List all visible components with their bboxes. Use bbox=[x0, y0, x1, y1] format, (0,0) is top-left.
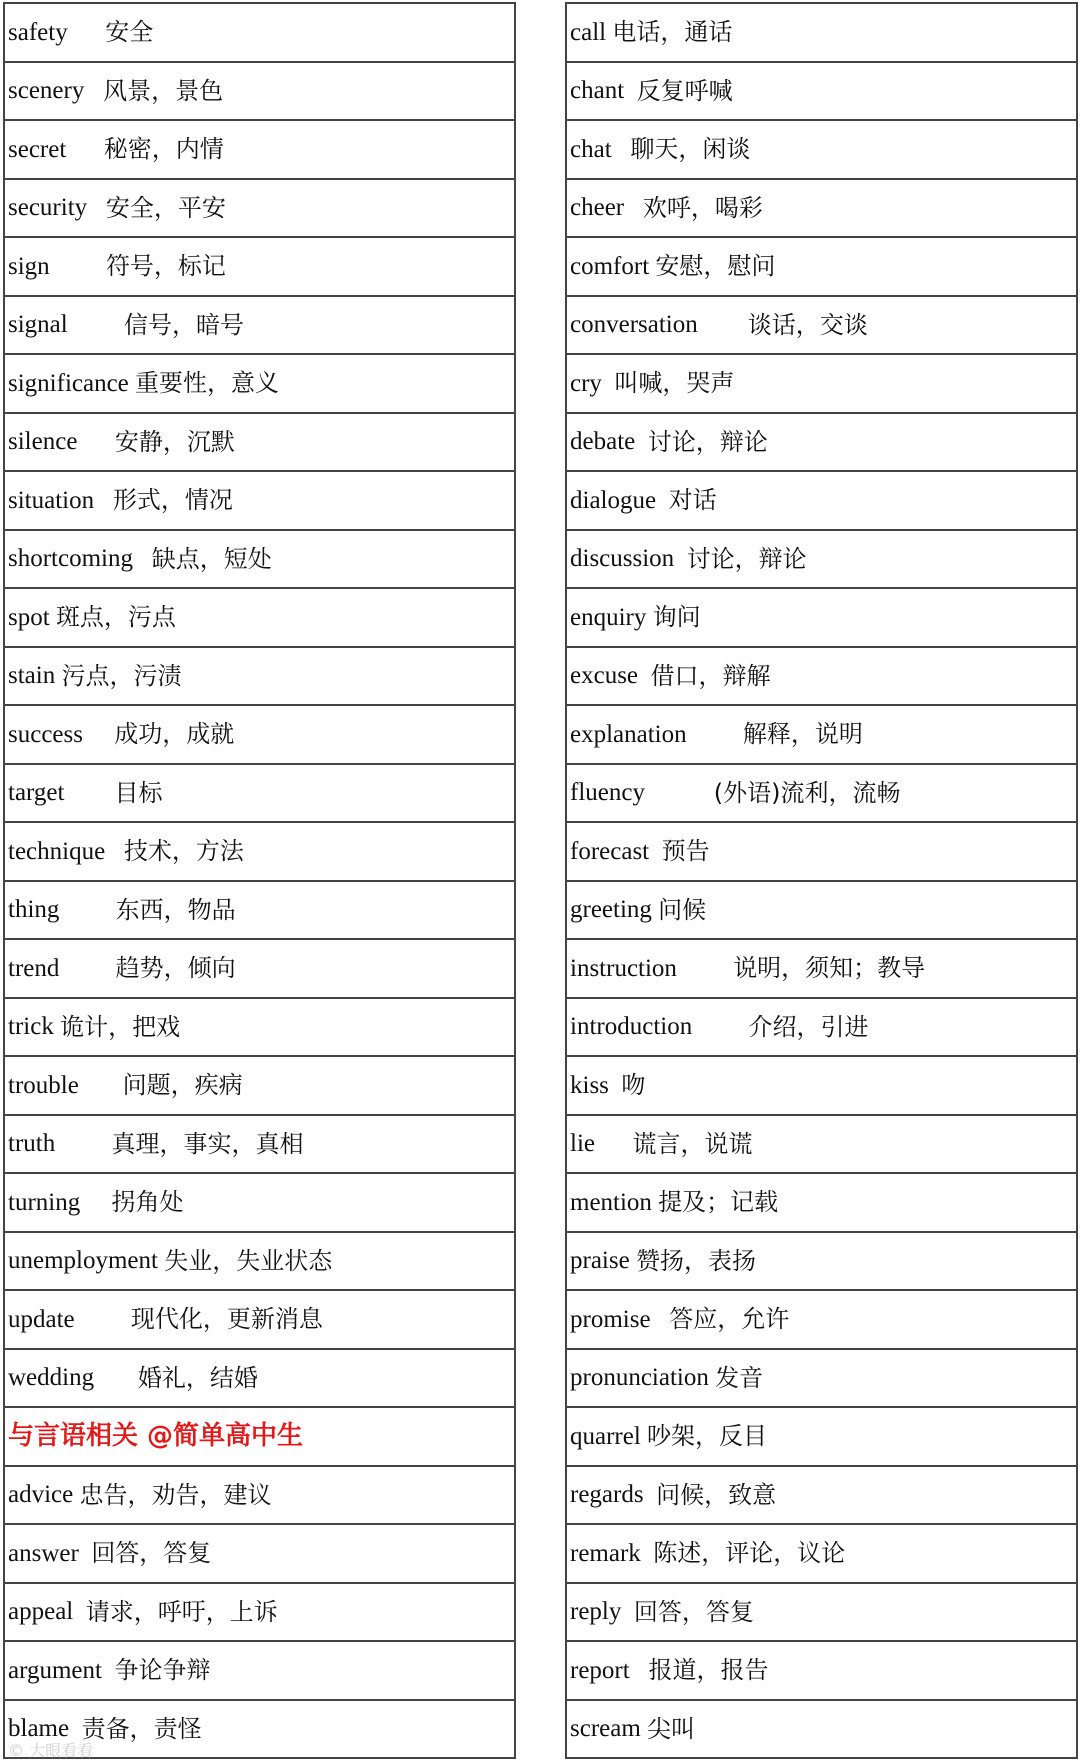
vocab-row bbox=[5, 1350, 514, 1409]
chinese-meaning: 秘密，内情 bbox=[103, 135, 224, 164]
english-word: excuse bbox=[570, 662, 639, 690]
word-gap bbox=[595, 1131, 633, 1156]
vocab-row bbox=[5, 180, 514, 239]
word-gap bbox=[630, 1658, 649, 1683]
chinese-meaning: 谎言，说谎 bbox=[632, 1129, 753, 1158]
word-gap bbox=[105, 839, 124, 864]
vocab-row bbox=[567, 940, 1076, 999]
english-word: debate bbox=[570, 428, 636, 456]
vocab-row bbox=[5, 355, 514, 414]
vocab-row bbox=[567, 1701, 1076, 1760]
english-word: blame bbox=[8, 1715, 70, 1743]
english-word: cry bbox=[570, 369, 602, 397]
chinese-meaning: 成功，成就 bbox=[114, 720, 235, 749]
word-gap bbox=[649, 839, 662, 864]
vocab-row bbox=[567, 765, 1076, 824]
english-word: dialogue bbox=[570, 486, 657, 514]
chinese-meaning: 询问 bbox=[652, 603, 701, 632]
vocab-row bbox=[5, 648, 514, 707]
word-gap bbox=[94, 488, 113, 513]
vocab-row bbox=[567, 823, 1076, 882]
right-vocab-column bbox=[565, 2, 1078, 1759]
word-gap bbox=[59, 897, 115, 922]
vocab-row bbox=[5, 882, 514, 941]
english-word: chat bbox=[570, 135, 612, 163]
vocab-row bbox=[567, 1467, 1076, 1526]
word-gap bbox=[612, 137, 631, 162]
english-word: lie bbox=[570, 1130, 595, 1158]
vocab-row bbox=[567, 882, 1076, 941]
english-word: scream bbox=[570, 1715, 641, 1743]
vocab-row bbox=[5, 531, 514, 590]
chinese-meaning: 忠告，劝告，建议 bbox=[79, 1480, 272, 1509]
vocab-row bbox=[567, 1642, 1076, 1701]
chinese-meaning: 反复呼喊 bbox=[636, 76, 733, 105]
word-gap bbox=[644, 1482, 657, 1507]
chinese-meaning: 婚礼，结婚 bbox=[137, 1363, 258, 1392]
chinese-meaning: 责备，责怪 bbox=[81, 1714, 202, 1743]
word-gap bbox=[102, 1658, 115, 1683]
english-word: technique bbox=[8, 837, 106, 865]
english-word: greeting bbox=[570, 896, 652, 924]
english-word: forecast bbox=[570, 837, 650, 865]
english-word: regards bbox=[570, 1481, 644, 1509]
vocab-row bbox=[5, 1467, 514, 1526]
chinese-meaning: 发音 bbox=[715, 1363, 764, 1392]
chinese-meaning: 讨论，辩论 bbox=[647, 427, 768, 456]
word-gap bbox=[80, 1190, 111, 1215]
word-gap bbox=[635, 429, 648, 454]
chinese-meaning: 目标 bbox=[114, 778, 163, 807]
vocab-row bbox=[567, 589, 1076, 648]
english-word: instruction bbox=[570, 954, 677, 982]
chinese-meaning: 叫喊，哭声 bbox=[614, 369, 735, 398]
vocab-row bbox=[567, 1057, 1076, 1116]
chinese-meaning: 尖叫 bbox=[647, 1714, 696, 1743]
english-word: significance bbox=[8, 369, 129, 397]
word-gap bbox=[79, 1073, 123, 1098]
word-gap bbox=[638, 663, 651, 688]
word-gap bbox=[68, 20, 106, 45]
chinese-meaning: 问候，致意 bbox=[656, 1480, 777, 1509]
english-word: trouble bbox=[8, 1071, 79, 1099]
word-gap bbox=[674, 546, 687, 571]
word-gap bbox=[84, 78, 103, 103]
chinese-meaning: 信号，暗号 bbox=[123, 310, 244, 339]
chinese-meaning: 失业，失业状态 bbox=[164, 1246, 333, 1275]
english-word: signal bbox=[8, 311, 68, 339]
chinese-meaning: 吻 bbox=[621, 1071, 646, 1100]
vocab-row bbox=[5, 940, 514, 999]
word-gap bbox=[94, 1365, 138, 1390]
vocab-row bbox=[5, 1642, 514, 1701]
vocab-row bbox=[5, 765, 514, 824]
chinese-meaning: 借口，辩解 bbox=[650, 661, 771, 690]
english-word: explanation bbox=[570, 720, 687, 748]
chinese-meaning: 安全 bbox=[105, 18, 154, 47]
vocab-row bbox=[567, 4, 1076, 63]
word-gap bbox=[68, 312, 124, 337]
chinese-meaning: 争论争辩 bbox=[114, 1656, 211, 1685]
vocab-row bbox=[567, 1408, 1076, 1467]
chinese-meaning: 东西，物品 bbox=[115, 895, 236, 924]
vocab-row bbox=[567, 1116, 1076, 1175]
vocab-row bbox=[567, 1584, 1076, 1643]
english-word: introduction bbox=[570, 1013, 693, 1041]
vocab-row bbox=[5, 4, 514, 63]
english-word: discussion bbox=[570, 545, 675, 573]
vocab-row bbox=[5, 63, 514, 122]
chinese-meaning: 形式，情况 bbox=[112, 486, 233, 515]
english-word: safety bbox=[8, 18, 68, 46]
chinese-meaning: 答应，允许 bbox=[669, 1305, 790, 1334]
english-word: truth bbox=[8, 1130, 56, 1158]
vocab-row bbox=[567, 706, 1076, 765]
vocab-row bbox=[567, 999, 1076, 1058]
vocab-row bbox=[5, 1057, 514, 1116]
chinese-meaning: 斑点，污点 bbox=[55, 603, 176, 632]
section-heading-text: 与言语相关 @简单高中生 bbox=[8, 1421, 304, 1452]
vocab-row bbox=[567, 472, 1076, 531]
word-gap bbox=[64, 780, 114, 805]
english-word: comfort bbox=[570, 252, 650, 280]
english-word: report bbox=[570, 1656, 630, 1684]
vocab-row bbox=[5, 1233, 514, 1292]
word-gap bbox=[59, 956, 115, 981]
english-word: shortcoming bbox=[8, 545, 133, 573]
word-gap bbox=[66, 137, 104, 162]
chinese-meaning: 预告 bbox=[661, 837, 710, 866]
english-word: wedding bbox=[8, 1364, 95, 1392]
vocab-row bbox=[567, 1174, 1076, 1233]
english-word: chant bbox=[570, 77, 625, 105]
english-word: quarrel bbox=[570, 1422, 641, 1450]
word-gap bbox=[609, 1073, 622, 1098]
vocab-row bbox=[5, 472, 514, 531]
section-heading bbox=[5, 1408, 514, 1467]
english-word: situation bbox=[8, 486, 95, 514]
chinese-meaning: 陈述，评论，议论 bbox=[653, 1539, 846, 1568]
word-gap bbox=[692, 1014, 748, 1039]
vocab-row bbox=[567, 1233, 1076, 1292]
english-word: thing bbox=[8, 896, 60, 924]
vocab-row bbox=[567, 1291, 1076, 1350]
word-gap bbox=[698, 312, 748, 337]
chinese-meaning: 现代化，更新消息 bbox=[130, 1305, 323, 1334]
chinese-meaning: 解释，说明 bbox=[742, 720, 863, 749]
vocab-row bbox=[567, 1350, 1076, 1409]
word-gap bbox=[55, 1131, 111, 1156]
word-gap bbox=[50, 254, 106, 279]
chinese-meaning: 讨论，辩论 bbox=[686, 544, 807, 573]
vocab-row bbox=[5, 1584, 514, 1643]
chinese-meaning: 吵架，反目 bbox=[647, 1422, 768, 1451]
chinese-meaning: 请求，呼吁，上诉 bbox=[85, 1597, 278, 1626]
watermark: © 大眼看看 bbox=[8, 1741, 94, 1760]
english-word: stain bbox=[8, 662, 56, 690]
english-word: appeal bbox=[8, 1598, 74, 1626]
chinese-meaning: 回答，答复 bbox=[633, 1597, 754, 1626]
vocab-row bbox=[567, 180, 1076, 239]
vocab-row bbox=[567, 238, 1076, 297]
vocab-row bbox=[5, 1291, 514, 1350]
chinese-meaning: 真理，事实，真相 bbox=[111, 1129, 304, 1158]
english-word: answer bbox=[8, 1539, 79, 1567]
word-gap bbox=[73, 1599, 86, 1624]
vocab-row bbox=[5, 999, 514, 1058]
english-word: trick bbox=[8, 1013, 54, 1041]
vocab-row bbox=[5, 706, 514, 765]
word-gap bbox=[83, 722, 114, 747]
word-gap bbox=[621, 1599, 634, 1624]
vocab-row bbox=[5, 823, 514, 882]
word-gap bbox=[641, 1541, 654, 1566]
chinese-meaning: 欢呼，喝彩 bbox=[642, 193, 763, 222]
chinese-meaning: 符号，标记 bbox=[105, 252, 226, 281]
chinese-meaning: 回答，答复 bbox=[91, 1539, 212, 1568]
chinese-meaning: 聊天，闲谈 bbox=[630, 135, 751, 164]
word-gap bbox=[87, 195, 106, 220]
english-word: scenery bbox=[8, 77, 85, 105]
english-word: mention bbox=[570, 1188, 652, 1216]
vocab-row bbox=[567, 531, 1076, 590]
chinese-meaning: 重要性，意义 bbox=[135, 369, 280, 398]
chinese-meaning: 谈话，交谈 bbox=[747, 310, 868, 339]
english-word: argument bbox=[8, 1656, 102, 1684]
vocab-row bbox=[5, 1174, 514, 1233]
english-word: enquiry bbox=[570, 603, 647, 631]
word-gap bbox=[687, 722, 743, 747]
vocab-row bbox=[5, 414, 514, 473]
vocab-row bbox=[567, 414, 1076, 473]
chinese-meaning: 趋势，倾向 bbox=[115, 954, 236, 983]
english-word: trend bbox=[8, 954, 60, 982]
vocab-row bbox=[5, 238, 514, 297]
word-gap bbox=[645, 780, 714, 805]
word-gap bbox=[624, 195, 643, 220]
vocab-row bbox=[567, 648, 1076, 707]
english-word: fluency bbox=[570, 779, 645, 807]
english-word: spot bbox=[8, 603, 50, 631]
english-word: pronunciation bbox=[570, 1364, 709, 1392]
chinese-meaning: 诡计，把戏 bbox=[60, 1012, 181, 1041]
word-gap bbox=[77, 429, 115, 454]
chinese-meaning: (外语)流利，流畅 bbox=[713, 778, 901, 807]
chinese-meaning: 缺点，短处 bbox=[151, 544, 272, 573]
vocab-row bbox=[5, 1116, 514, 1175]
vocab-row bbox=[5, 589, 514, 648]
english-word: turning bbox=[8, 1188, 81, 1216]
english-word: reply bbox=[570, 1598, 622, 1626]
chinese-meaning: 报道，报告 bbox=[648, 1656, 769, 1685]
chinese-meaning: 安静，沉默 bbox=[114, 427, 235, 456]
word-gap bbox=[651, 1307, 670, 1332]
english-word: secret bbox=[8, 135, 67, 163]
english-word: praise bbox=[570, 1247, 630, 1275]
chinese-meaning: 污点，污渍 bbox=[61, 661, 182, 690]
english-word: cheer bbox=[570, 194, 625, 222]
chinese-meaning: 安慰，慰问 bbox=[655, 252, 776, 281]
chinese-meaning: 问候 bbox=[658, 895, 707, 924]
english-word: security bbox=[8, 194, 88, 222]
english-word: update bbox=[8, 1305, 75, 1333]
chinese-meaning: 安全，平安 bbox=[105, 193, 226, 222]
english-word: unemployment bbox=[8, 1247, 158, 1275]
chinese-meaning: 风景，景色 bbox=[103, 76, 224, 105]
vocab-row bbox=[5, 1525, 514, 1584]
vocab-row bbox=[567, 63, 1076, 122]
chinese-meaning: 提及；记载 bbox=[658, 1188, 779, 1217]
vocab-row bbox=[567, 355, 1076, 414]
chinese-meaning: 电话，通话 bbox=[612, 18, 733, 47]
vocab-row bbox=[567, 1525, 1076, 1584]
word-gap bbox=[133, 546, 152, 571]
vocab-row bbox=[5, 297, 514, 356]
chinese-meaning: 说明，须知；教导 bbox=[733, 954, 926, 983]
english-word: call bbox=[570, 18, 607, 46]
word-gap bbox=[75, 1307, 131, 1332]
word-gap bbox=[677, 956, 733, 981]
english-word: promise bbox=[570, 1305, 651, 1333]
english-word: conversation bbox=[570, 311, 698, 339]
chinese-meaning: 问题，疾病 bbox=[122, 1071, 243, 1100]
english-word: kiss bbox=[570, 1071, 609, 1099]
english-word: target bbox=[8, 779, 65, 807]
chinese-meaning: 赞扬，表扬 bbox=[635, 1246, 756, 1275]
english-word: remark bbox=[570, 1539, 641, 1567]
english-word: success bbox=[8, 720, 83, 748]
english-word: advice bbox=[8, 1481, 74, 1509]
word-gap bbox=[624, 78, 637, 103]
chinese-meaning: 介绍，引进 bbox=[748, 1012, 869, 1041]
word-gap bbox=[602, 371, 615, 396]
chinese-meaning: 技术，方法 bbox=[123, 837, 244, 866]
left-vocab-column bbox=[3, 2, 516, 1759]
english-word: silence bbox=[8, 428, 78, 456]
word-gap bbox=[79, 1541, 92, 1566]
vocab-row bbox=[567, 297, 1076, 356]
chinese-meaning: 拐角处 bbox=[111, 1188, 184, 1217]
chinese-meaning: 对话 bbox=[668, 486, 717, 515]
english-word: sign bbox=[8, 252, 50, 280]
vocab-row bbox=[567, 121, 1076, 180]
word-gap bbox=[656, 488, 669, 513]
vocab-row bbox=[5, 121, 514, 180]
